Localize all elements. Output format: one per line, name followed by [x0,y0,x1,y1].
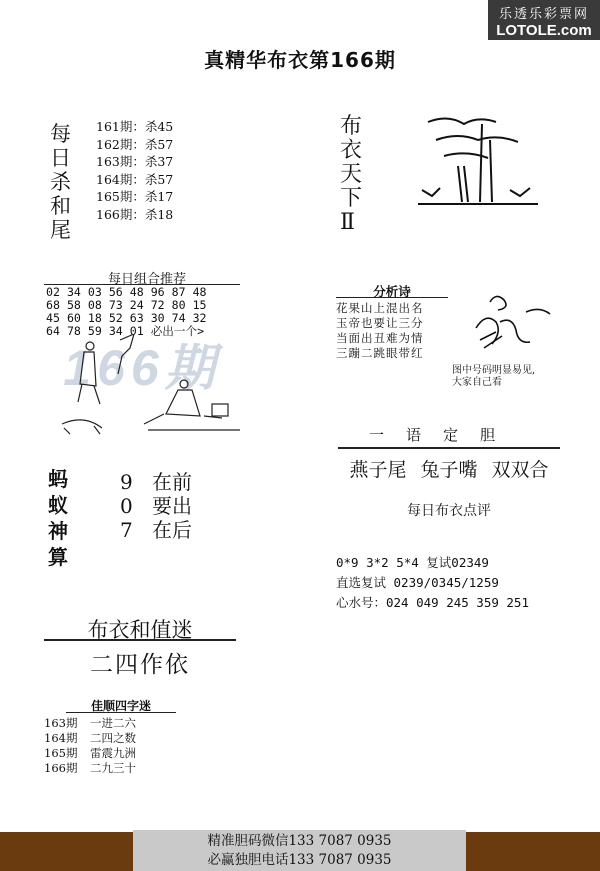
poem-line: 玉帝也要让三分 [336,316,424,330]
poem-lines [336,301,424,361]
ant-god-number: 9 [120,470,133,494]
period: 165期 [44,746,78,760]
watermark-cn: 乐透乐彩票网 [498,7,589,22]
list-item: 163期：杀37 [96,154,174,169]
site-watermark [488,0,600,40]
pine-tree-illustration [418,110,538,210]
list-item: 162期：杀57 [96,136,174,152]
period: 163期 [44,716,78,730]
pick-line: 直选复试 0239/0345/1259 [336,575,499,590]
pick-line: 0*9 3*2 5*4 复试02349 [336,555,489,570]
riddle-text: 二四之数 [90,731,136,745]
ant-god-heading: 蚂蚁神算 [48,467,68,569]
riddle-text: 二九三十 [90,761,136,775]
ant-god-number: 7 [120,518,133,542]
divider [44,639,236,641]
section-heading: 布衣天下Ⅱ [340,114,363,235]
combo-row: 45 60 18 52 63 30 74 32 [46,311,207,325]
list-item: 161期：杀45 [96,119,174,134]
combo-panel [44,268,240,440]
list-item [44,746,136,761]
footer-line: 必赢独胆电话133 7087 0935 [207,852,392,868]
pair-answer: 二四作依 [90,652,190,678]
ant-god-number: 0 [120,494,133,518]
combo-row: 02 34 03 56 48 96 87 48 [46,285,207,299]
divider [336,297,448,298]
note-line: 图中号码明显易见, [452,365,536,376]
list-item [44,731,136,746]
riddle-title: 佳顺四字迷 [90,699,151,713]
brush-sketch-illustration [466,292,556,354]
poem-note [452,365,535,389]
list-item: 166期：杀18 [96,206,174,222]
combo-title: 每日组合推荐 [107,272,186,287]
poem-title: 分析诗 [373,284,411,299]
footer-line: 精准胆码微信133 7087 0935 [207,833,392,849]
poem-line: 当面出丑难为情 [336,331,424,345]
scholar-illustration [44,334,240,440]
combo-watermark-text: 166期 [63,340,221,396]
page-title: 真精华布衣第166期 [204,48,396,72]
ant-god-text: 在后 [152,518,192,542]
kill-tail-heading: 每日杀和尾 [50,122,71,242]
watermark-domain: LOTOLE.com [496,22,592,39]
combo-row: 64 78 59 34 01 必出一个> [46,324,205,338]
poem-line: 花果山上混出名 [336,301,424,315]
list-item: 164期：杀57 [96,171,174,187]
picks-list [336,553,529,613]
daily-comment: 每日布衣点评 [407,503,491,519]
footer-contact [133,830,466,871]
pick-line: 心水号：024 049 245 359 251 [336,595,529,610]
pair-title: 布衣和值迷 [87,618,193,642]
list-item [44,761,136,776]
ant-god-text: 在前 [152,470,192,494]
note-line: 大家自己看 [452,377,502,388]
combo-row: 68 58 08 73 24 72 80 15 [46,298,207,312]
kill-tail-list [96,118,173,223]
ant-god-text: 要出 [152,494,192,518]
riddle-text: 雷震九洲 [90,746,136,760]
riddle-text: 一进二六 [90,716,136,730]
divider [66,712,176,713]
divider [338,447,560,449]
list-item [44,716,136,731]
combo-numbers [46,286,207,338]
one-word-answer: 燕子尾 兔子嘴 双双合 [349,459,549,481]
one-word-title: 一语定胆 [368,426,517,444]
period: 164期 [44,731,78,745]
period: 166期 [44,761,78,775]
list-item: 165期：杀17 [96,189,174,204]
riddle-list [44,716,136,776]
poem-line: 三蹦二跳眼带红 [336,346,424,360]
ant-god-row [120,514,192,543]
